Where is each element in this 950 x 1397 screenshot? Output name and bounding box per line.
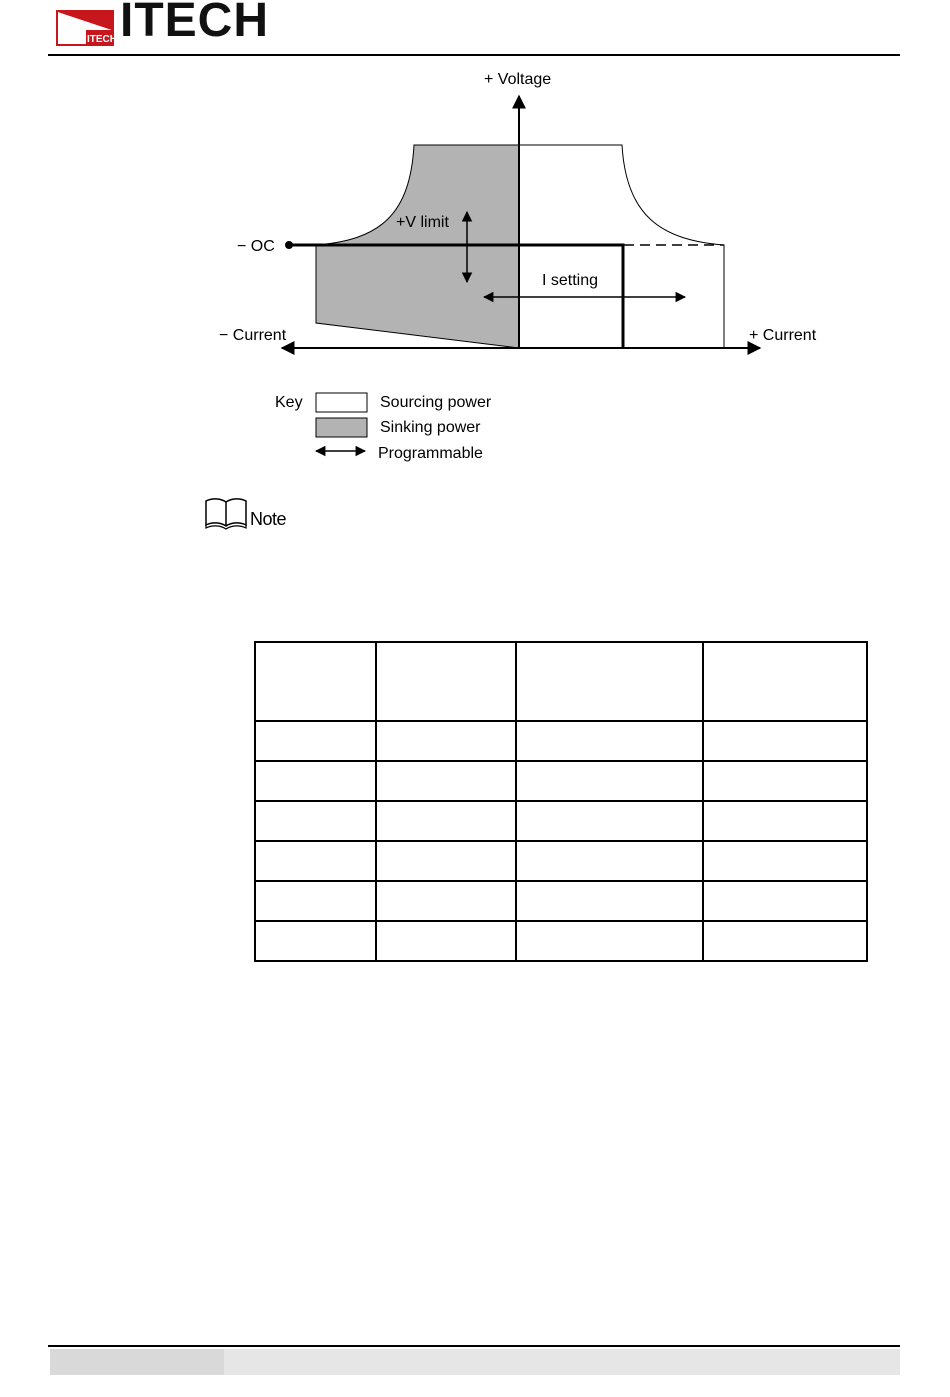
table-cell: [516, 841, 702, 881]
footer-bar-left: [50, 1349, 224, 1375]
footer-rule: [48, 1345, 900, 1347]
table-cell: [516, 801, 702, 841]
table-cell: [255, 801, 376, 841]
key-label-sinking: Sinking power: [380, 419, 481, 436]
v-limit-label: +V limit: [396, 214, 449, 231]
table-cell: [703, 721, 868, 761]
table-row: [255, 921, 867, 961]
brand-name: ITECH: [120, 0, 269, 47]
table-row: [255, 841, 867, 881]
table-cell: [376, 921, 517, 961]
data-table: [254, 641, 868, 962]
voltage-axis-label: + Voltage: [484, 71, 552, 88]
oc-label: − OC: [237, 238, 275, 255]
logo-badge-text: ITECH: [87, 34, 117, 45]
book-icon: [204, 497, 248, 531]
i-setting-label: I setting: [542, 272, 599, 289]
operating-quadrant-diagram: [200, 60, 860, 480]
header-rule: [48, 54, 900, 56]
table-cell: [703, 881, 868, 921]
table-cell: [255, 761, 376, 801]
table-header-cell: [255, 642, 376, 721]
table-cell: [516, 881, 702, 921]
table-cell: [376, 881, 517, 921]
table-cell: [255, 841, 376, 881]
table-cell: [516, 721, 702, 761]
table-cell: [376, 761, 517, 801]
note-label: Note: [250, 509, 287, 529]
table-cell: [703, 841, 868, 881]
table-cell: [255, 881, 376, 921]
current-positive-label: + Current: [749, 327, 817, 344]
key-label-sourcing: Sourcing power: [380, 394, 492, 411]
table-cell: [376, 721, 517, 761]
oc-point: [285, 241, 293, 249]
table-cell: [255, 721, 376, 761]
table-row: [255, 801, 867, 841]
key-swatch-sinking: [316, 418, 367, 437]
table-header-cell: [516, 642, 702, 721]
table-row: [255, 761, 867, 801]
table-cell: [703, 801, 868, 841]
key-title: Key: [275, 394, 303, 411]
table-header-cell: [376, 642, 517, 721]
table-cell: [376, 801, 517, 841]
table-cell: [516, 921, 702, 961]
table-header-row: [255, 642, 867, 721]
current-negative-label: − Current: [219, 327, 287, 344]
key-label-programmable: Programmable: [378, 445, 483, 462]
table-cell: [516, 761, 702, 801]
table-row: [255, 721, 867, 761]
table-cell: [255, 921, 376, 961]
table-cell: [703, 761, 868, 801]
key-swatch-sourcing: [316, 393, 367, 412]
table-cell: [376, 841, 517, 881]
table-cell: [703, 921, 868, 961]
table-row: [255, 881, 867, 921]
table-header-cell: [703, 642, 868, 721]
